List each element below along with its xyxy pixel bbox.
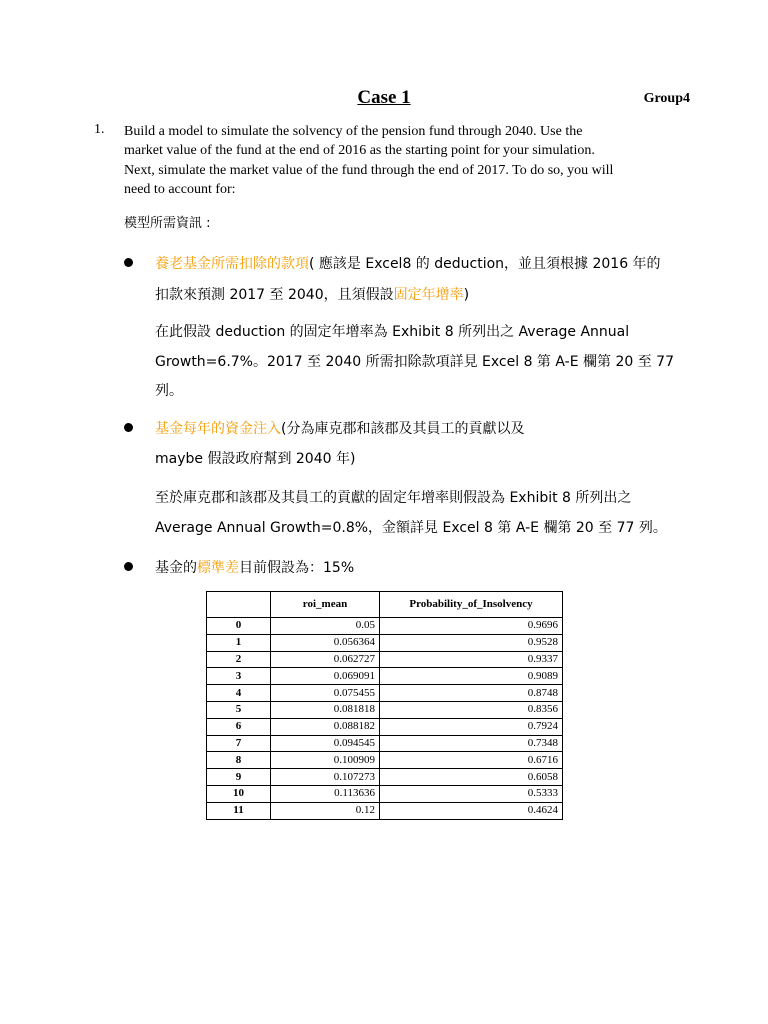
bullet3-text1: 基金的: [155, 560, 197, 576]
roi-mean-cell: 0.081818: [271, 701, 380, 718]
table-header-probability: Probability_of_Insolvency: [380, 592, 563, 618]
table-row: [207, 701, 563, 718]
bullet2-text1: (分為庫克郡和該郡及其員工的貢獻以及: [281, 421, 525, 437]
bullet1-text1: ( 應該是 Excel8 的 deduction，並且須根據 2016 年的: [309, 256, 661, 272]
group-label: Group4: [643, 91, 690, 106]
roi-mean-cell: 0.056364: [271, 634, 380, 651]
question-line: Next, simulate the market value of the fund through the end of 2017. To do so, you will: [124, 162, 614, 178]
row-index: 7: [207, 735, 271, 752]
bullet3-text2: 目前假設為：15%: [239, 560, 355, 576]
probability-cell: 0.7348: [380, 735, 563, 752]
row-index: 6: [207, 718, 271, 735]
question-text: [124, 122, 684, 200]
table-row: [207, 618, 563, 635]
roi-insolvency-table: [206, 591, 563, 820]
bullet-dot: [124, 562, 133, 571]
roi-mean-cell: 0.12: [271, 802, 380, 819]
bullet-dot: [124, 258, 133, 267]
bullet2-note2: Average Annual Growth=0.8%，金額詳見 Excel 8 第 A-E 欄第 20 至 77 列。: [155, 520, 667, 536]
bullet2-note1: 至於庫克郡和該郡及其員工的貢獻的固定年增率則假設為 Exhibit 8 所列出之: [155, 490, 632, 506]
roi-mean-cell: 0.069091: [271, 668, 380, 685]
bullet1-line2: [155, 284, 469, 304]
table-header-row: [207, 592, 563, 618]
question-line: Build a model to simulate the solvency of the pension fund through 2040. Use the: [124, 124, 583, 139]
table-row: [207, 718, 563, 735]
row-index: 3: [207, 668, 271, 685]
table-row: [207, 668, 563, 685]
table-row: [207, 634, 563, 651]
model-info-label: 模型所需資訊 :: [124, 216, 211, 231]
bullet2-line2: maybe 假設政府幫到 2040 年): [155, 451, 356, 467]
question-number: 1.: [94, 122, 105, 137]
bullet2-line1: [155, 418, 524, 438]
bullet1-line1: [155, 253, 661, 273]
table-row: [207, 752, 563, 769]
row-index: 11: [207, 802, 271, 819]
roi-mean-cell: 0.107273: [271, 769, 380, 786]
table-row: [207, 769, 563, 786]
bullet1-text3: ): [463, 287, 470, 303]
document-title: Case 1: [357, 87, 411, 108]
roi-mean-cell: 0.062727: [271, 651, 380, 668]
probability-cell: 0.9337: [380, 651, 563, 668]
roi-mean-cell: 0.088182: [271, 718, 380, 735]
probability-cell: 0.9696: [380, 618, 563, 635]
roi-mean-cell: 0.05: [271, 618, 380, 635]
bullet1-note2: Growth=6.7%。2017 至 2040 所需扣除款項詳見 Excel 8 第 A-E 欄第 20 至 77: [155, 354, 674, 370]
row-index: 10: [207, 785, 271, 802]
injection-highlight: 基金每年的資金注入: [155, 421, 281, 437]
row-index: 9: [207, 769, 271, 786]
roi-mean-cell: 0.113636: [271, 785, 380, 802]
table-header-roi-mean: roi_mean: [271, 592, 380, 618]
probability-cell: 0.7924: [380, 718, 563, 735]
question-line: need to account for:: [124, 182, 236, 198]
probability-cell: 0.8356: [380, 701, 563, 718]
probability-cell: 0.9528: [380, 634, 563, 651]
roi-mean-cell: 0.075455: [271, 685, 380, 702]
probability-cell: 0.9089: [380, 668, 563, 685]
bullet1-note1: 在此假設 deduction 的固定年增率為 Exhibit 8 所列出之 Average Annual: [155, 324, 630, 340]
bullet3-line1: [155, 557, 354, 577]
row-index: 4: [207, 685, 271, 702]
bullet1-note3: 列。: [155, 383, 183, 399]
table-row: [207, 802, 563, 819]
row-index: 8: [207, 752, 271, 769]
roi-mean-cell: 0.100909: [271, 752, 380, 769]
table-row: [207, 651, 563, 668]
row-index: 0: [207, 618, 271, 635]
table-header-index: [207, 592, 271, 618]
probability-cell: 0.8748: [380, 685, 563, 702]
table-row: [207, 685, 563, 702]
row-index: 1: [207, 634, 271, 651]
question-line: market value of the fund at the end of 2016 as the starting point for your simulation.: [124, 143, 595, 159]
bullet1-text2: 扣款來預測 2017 至 2040，且須假設: [155, 287, 394, 303]
table-row: [207, 735, 563, 752]
row-index: 2: [207, 651, 271, 668]
stddev-highlight: 標準差: [197, 560, 239, 576]
probability-cell: 0.5333: [380, 785, 563, 802]
deduction-highlight: 養老基金所需扣除的款項: [155, 256, 309, 272]
probability-cell: 0.6716: [380, 752, 563, 769]
growth-rate-highlight: 固定年增率: [393, 287, 464, 303]
bullet-dot: [124, 423, 133, 432]
row-index: 5: [207, 701, 271, 718]
table-row: [207, 785, 563, 802]
probability-cell: 0.4624: [380, 802, 563, 819]
roi-mean-cell: 0.094545: [271, 735, 380, 752]
probability-cell: 0.6058: [380, 769, 563, 786]
